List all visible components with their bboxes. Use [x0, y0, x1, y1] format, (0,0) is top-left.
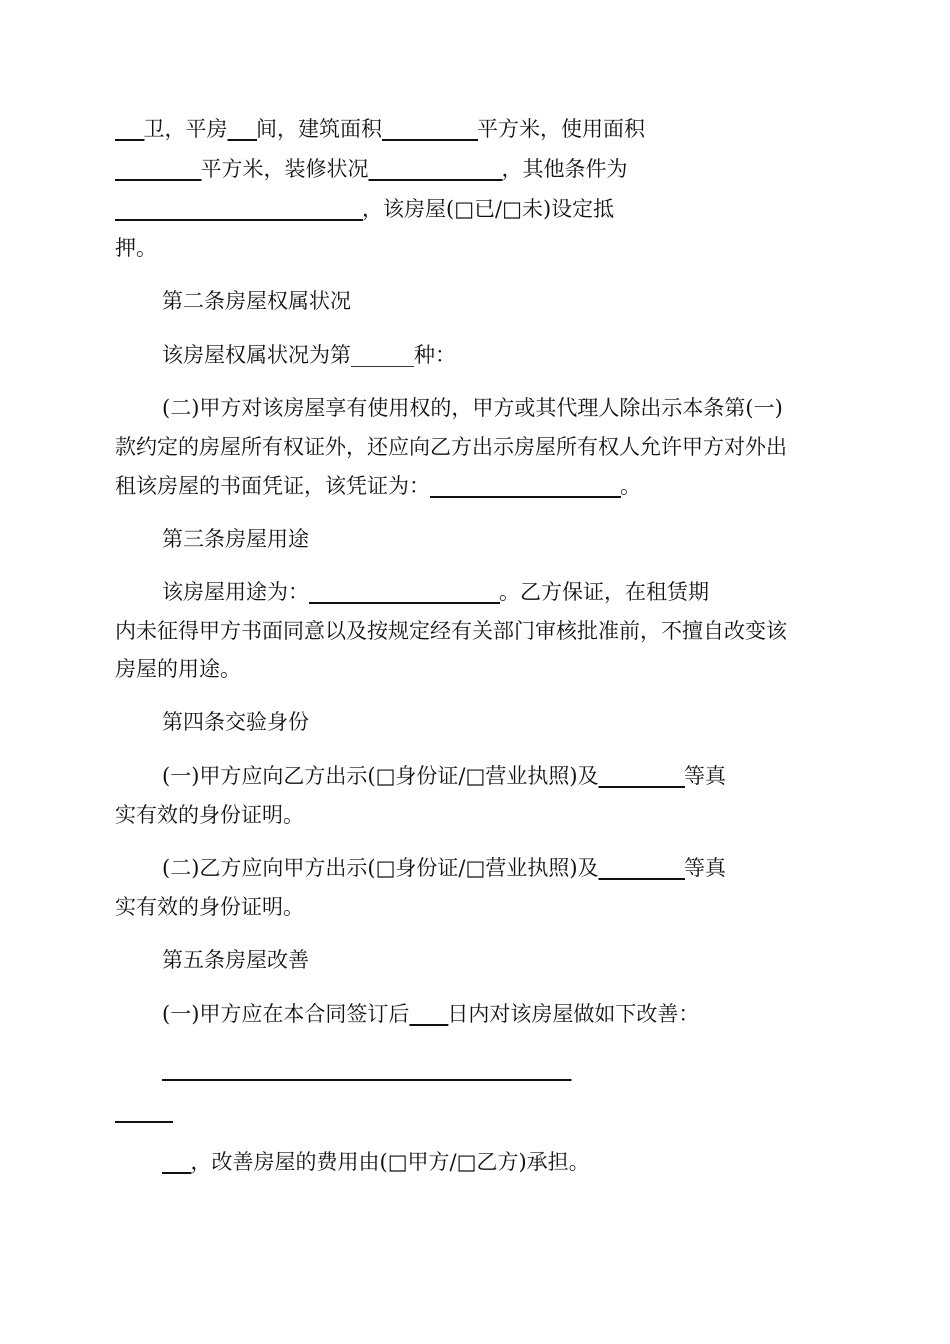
text-segment: 实有效的身份证明。	[115, 895, 304, 919]
text-line	[115, 612, 787, 650]
text-segment: (二)乙方应向甲方出示(□身份证/□营业执照)及	[162, 856, 599, 880]
text-line	[115, 110, 645, 148]
text-line	[115, 467, 641, 505]
text-segment: 第二条房屋权属状况	[162, 289, 351, 313]
text-segment: 第四条交验身份	[162, 710, 309, 734]
text-line	[162, 941, 309, 979]
blank-fill-line: ____________________	[430, 473, 620, 498]
text-segment: ，其他条件为	[501, 157, 628, 181]
text-line	[162, 520, 309, 558]
blank-fill-line: ___________________________________________	[162, 1056, 571, 1081]
text-line	[162, 336, 456, 374]
text-segment: 该房屋用途为：	[162, 580, 309, 604]
text-line	[115, 428, 787, 466]
text-segment: 该房屋权属状况为第______种：	[162, 343, 456, 367]
blank-fill-line: __________	[382, 116, 477, 141]
text-segment: 日内对该房屋做如下改善：	[447, 1002, 700, 1026]
blank-fill-line: ___	[115, 116, 144, 141]
text-line	[162, 1143, 590, 1181]
text-segment: 实有效的身份证明。	[115, 803, 304, 827]
text-line	[162, 1050, 571, 1088]
text-segment: ，改善房屋的费用由(□甲方/□乙方)承担。	[190, 1150, 590, 1174]
text-line	[162, 282, 351, 320]
blank-fill-line: _________	[598, 855, 685, 880]
blank-fill-line: ____________________	[309, 579, 499, 604]
text-line	[162, 389, 783, 427]
text-segment: 卫，平房	[143, 117, 228, 141]
text-segment: 间，建筑面积	[256, 117, 382, 141]
text-segment: (二)甲方对该房屋享有使用权的，甲方或其代理人除出示本条第(一)	[162, 396, 783, 420]
blank-fill-line: ______	[115, 1098, 172, 1123]
text-segment: 款约定的房屋所有权证外，还应向乙方出示房屋所有权人允许甲方对外出	[115, 435, 787, 459]
text-segment: (一)甲方应向乙方出示(□身份证/□营业执照)及	[162, 764, 599, 788]
blank-fill-line: __________________________	[115, 196, 362, 221]
text-line	[162, 995, 699, 1033]
text-segment: ，该房屋(□已/□未)设定抵	[362, 197, 615, 221]
text-segment: 。乙方保证，在租赁期	[499, 580, 709, 604]
text-segment: 内未征得甲方书面同意以及按规定经有关部门审核批准前，不擅自改变该	[115, 619, 787, 643]
text-segment: 押。	[115, 236, 157, 260]
blank-fill-line: _________	[598, 763, 685, 788]
blank-fill-line: ___	[162, 1149, 191, 1174]
text-line	[162, 573, 709, 611]
text-segment: (一)甲方应在本合同签订后	[162, 1002, 410, 1026]
text-line	[162, 849, 726, 887]
text-segment: 。	[620, 474, 641, 498]
text-line	[115, 650, 241, 688]
text-segment: 房屋的用途。	[115, 657, 241, 681]
text-line	[115, 1092, 172, 1130]
text-line	[115, 888, 304, 926]
text-segment: 第三条房屋用途	[162, 527, 309, 551]
text-segment: 等真	[684, 764, 727, 788]
text-segment: 第五条房屋改善	[162, 948, 309, 972]
text-segment: 平方米，使用面积	[477, 117, 645, 141]
blank-fill-line: ___	[227, 116, 256, 141]
text-segment: 租该房屋的书面凭证，该凭证为：	[115, 474, 430, 498]
text-segment: 等真	[684, 856, 727, 880]
text-segment: 平方米，装修状况	[200, 157, 369, 181]
text-line	[115, 796, 304, 834]
text-line	[115, 150, 628, 188]
text-line	[115, 229, 157, 267]
blank-fill-line: ____	[409, 1001, 448, 1026]
text-line	[162, 703, 309, 741]
blank-fill-line: _________	[115, 156, 201, 181]
text-line	[115, 190, 614, 228]
text-line	[162, 757, 726, 795]
blank-fill-line: ______________	[368, 156, 502, 181]
